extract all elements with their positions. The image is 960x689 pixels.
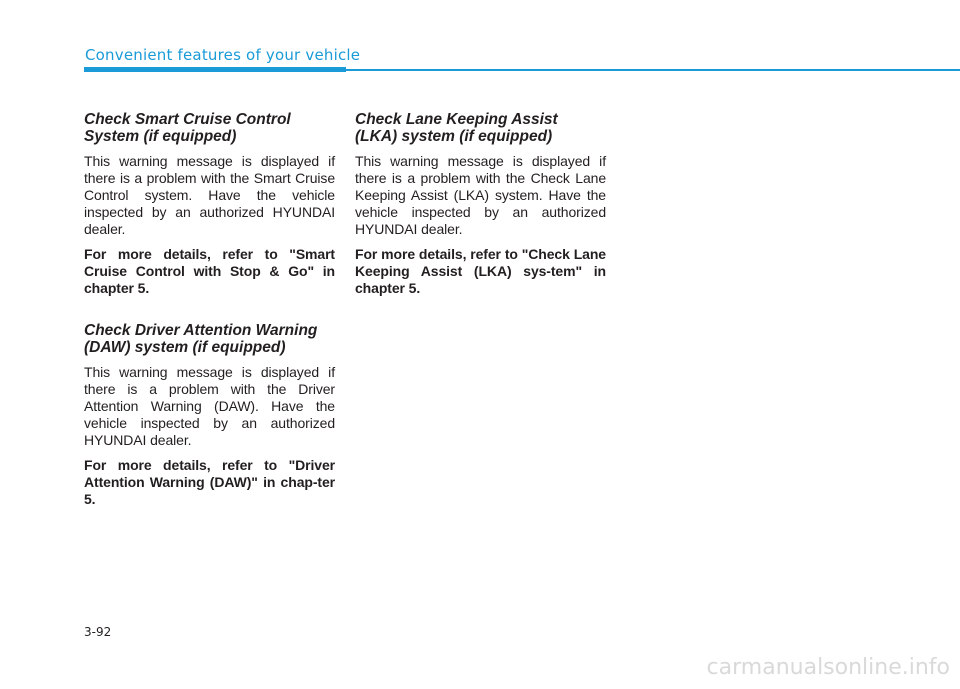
section-driver-attention-warning (84, 322, 335, 508)
section-body: This warning message is displayed if there is a problem with the Check Lane Keeping Assist (LKA) system. Have the vehicle inspected by an authorized HYUNDAI dealer. (355, 153, 606, 237)
section-reference: For more details, refer to "Check Lane Keeping Assist (LKA) sys-tem" in chapter 5. (355, 246, 606, 296)
section-title: Convenient features of your vehicle (85, 46, 361, 64)
header-accent-bar (84, 67, 346, 72)
section-reference: For more details, refer to "Driver Attention Warning (DAW)" in chap-ter 5. (84, 457, 335, 507)
section-reference: For more details, refer to "Smart Cruise Control with Stop & Go" in chapter 5. (84, 246, 335, 296)
section-heading: Check Lane Keeping Assist (LKA) system (if equipped) (355, 111, 558, 145)
section-lane-keeping-assist (355, 111, 606, 297)
section-smart-cruise-control (84, 111, 335, 297)
left-column (84, 111, 335, 533)
section-heading: Check Driver Attention Warning (DAW) system (if equipped) (84, 322, 318, 356)
section-heading: Check Smart Cruise Control System (if equipped) (84, 111, 291, 145)
right-column (355, 111, 606, 322)
page-number: 3-92 (84, 625, 112, 639)
section-body: This warning message is displayed if there is a problem with the Driver Attention Warning (DAW). Have the vehicle inspected by an authorized HYUNDAI dealer. (84, 364, 335, 448)
watermark: carmanualsonline.info (706, 655, 950, 680)
header-rule (346, 69, 960, 71)
section-body: This warning message is displayed if there is a problem with the Smart Cruise Control system. Have the vehicle inspected by an authorized HYUNDAI dealer. (84, 153, 335, 237)
